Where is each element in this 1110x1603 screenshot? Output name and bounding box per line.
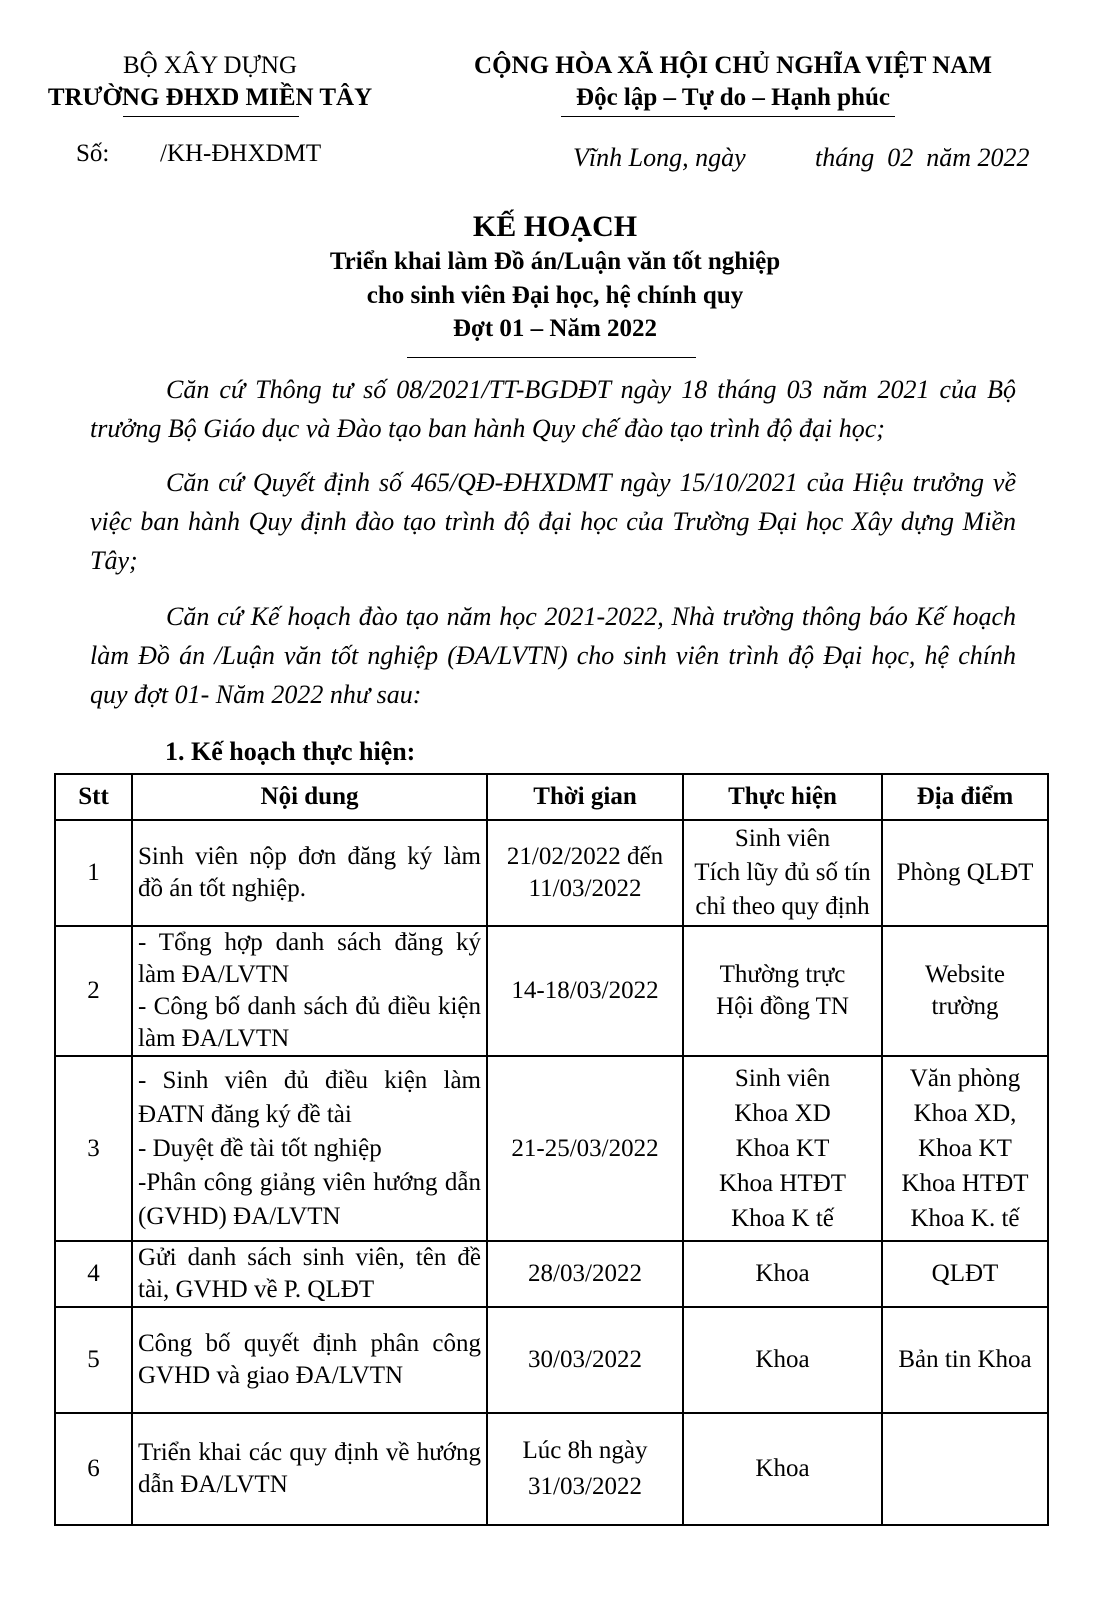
row-time (487, 1307, 683, 1413)
row-executor (683, 926, 882, 1056)
row-stt: 2 (55, 926, 132, 1056)
table-header-row (55, 774, 1048, 820)
location-line: trường (931, 993, 999, 1020)
row-stt: 5 (55, 1307, 132, 1413)
section-heading: 1. Kế hoạch thực hiện: (165, 737, 416, 766)
time-line: Lúc 8h ngày (522, 1437, 648, 1464)
row-executor (683, 1307, 882, 1413)
basis-paragraph-1: Căn cứ Thông tư số 08/2021/TT-BGDĐT ngày 18 tháng 03 năm 2021 của Bộ trưởng Bộ Giáo dục và Đào tạo ban hành Quy chế đào tạo trình độ đại học; (90, 375, 1016, 443)
row-executor (683, 1056, 882, 1241)
document-title: KẾ HOẠCH (472, 210, 638, 243)
time-line: 30/03/2022 (528, 1346, 642, 1373)
place-date: Vĩnh Long, ngày (573, 143, 746, 172)
row-time (487, 1413, 683, 1525)
content-line: -Phân công giảng viên hướng dẫn (GVHD) ĐA/LVTN (138, 1168, 481, 1230)
document-subtitle-2: cho sinh viên Đại học, hệ chính quy (366, 282, 744, 309)
executor-line: Sinh viên (734, 825, 831, 852)
executor-line: Khoa (755, 1346, 810, 1373)
executor-line: Sinh viên (734, 1065, 831, 1092)
time-line: 14-18/03/2022 (511, 977, 659, 1004)
table-row (55, 1307, 1048, 1413)
document-number-code: /KH-ĐHXDMT (160, 140, 322, 167)
row-location (882, 820, 1048, 926)
table-row (55, 926, 1048, 1056)
executor-line: Hội đồng TN (716, 993, 849, 1020)
executor-line: Khoa KT (735, 1135, 830, 1162)
title-divider (407, 357, 696, 358)
row-stt: 3 (55, 1056, 132, 1241)
location-line: Khoa K. tế (910, 1205, 1020, 1232)
location-line: Văn phòng (909, 1065, 1021, 1092)
document-subtitle-1: Triển khai làm Đồ án/Luận văn tốt nghiệp (329, 248, 781, 275)
header-content: Nội dung (132, 774, 487, 820)
content-line: Sinh viên nộp đơn đăng ký làm đồ án tốt nghiệp. (138, 843, 481, 902)
location-line: QLĐT (931, 1260, 999, 1287)
row-content (132, 1307, 487, 1413)
executor-line: Tích lũy đủ số tín (694, 859, 871, 886)
row-content (132, 1056, 487, 1241)
row-executor (683, 1413, 882, 1525)
location-line: Khoa KT (918, 1135, 1012, 1162)
header-location: Địa điểm (882, 774, 1048, 820)
executor-line: Khoa HTĐT (718, 1170, 847, 1197)
country-name: CỘNG HÒA XÃ HỘI CHỦ NGHĨA VIỆT NAM (474, 52, 992, 79)
location-line: Khoa XD, (913, 1100, 1017, 1127)
content-line: - Duyệt đề tài tốt nghiệp (138, 1134, 382, 1162)
header-stt: Stt (55, 774, 132, 820)
time-line: 31/03/2022 (528, 1473, 642, 1500)
school-name: TRƯỜNG ĐHXD MIỀN TÂY (47, 84, 373, 111)
basis-paragraph-3: Căn cứ Kế hoạch đào tạo năm học 2021-2022, Nhà trường thông báo Kế hoạch làm Đồ án /Luận văn tốt nghiệp (ĐA/LVTN) cho sinh viên trình độ Đại học, hệ chính quy đợt 01- Năm 2022 như sau: (90, 602, 1016, 709)
document-subtitle-3: Đợt 01 – Năm 2022 (452, 315, 658, 342)
executor-line: Khoa (755, 1260, 810, 1287)
ministry-name: BỘ XÂY DỰNG (122, 52, 298, 79)
content-line: - Sinh viên đủ điều kiện làm ĐATN đăng ký đề tài (138, 1066, 481, 1128)
table-row (55, 1241, 1048, 1307)
table-row (55, 820, 1048, 926)
plan-table (54, 773, 1049, 1526)
header-executor: Thực hiện (683, 774, 882, 820)
executor-line: Khoa K tế (731, 1205, 834, 1232)
executor-line: chỉ theo quy định (695, 893, 870, 920)
row-location (882, 1056, 1048, 1241)
row-stt: 1 (55, 820, 132, 926)
row-time (487, 820, 683, 926)
row-content (132, 926, 487, 1056)
row-time (487, 926, 683, 1056)
table-row (55, 1413, 1048, 1525)
national-motto: Độc lập – Tự do – Hạnh phúc (576, 84, 890, 111)
row-time (487, 1056, 683, 1241)
table-row (55, 1056, 1048, 1241)
row-location (882, 926, 1048, 1056)
content-line: Triển khai các quy định về hướng dẫn ĐA/LVTN (138, 1439, 481, 1498)
executor-line: Thường trực (719, 961, 846, 988)
school-underline (123, 116, 299, 117)
executor-line: Khoa XD (734, 1100, 831, 1127)
content-line: Công bố quyết định phân công GVHD và giao ĐA/LVTN (138, 1330, 481, 1389)
time-line: 21/02/2022 đến (506, 843, 664, 870)
row-executor (683, 820, 882, 926)
location-line: Website (925, 961, 1005, 988)
content-line: Gửi danh sách sinh viên, tên đề tài, GVHD về P. QLĐT (138, 1244, 481, 1303)
time-line: 21-25/03/2022 (511, 1134, 659, 1162)
row-stt: 6 (55, 1413, 132, 1525)
row-executor (683, 1241, 882, 1307)
row-content (132, 820, 487, 926)
executor-line: Khoa (755, 1455, 810, 1482)
row-location (882, 1241, 1048, 1307)
row-time (487, 1241, 683, 1307)
header-time: Thời gian (487, 774, 683, 820)
content-line: - Tổng hợp danh sách đăng ký làm ĐA/LVTN (138, 929, 481, 988)
location-line: Phòng QLĐT (896, 859, 1034, 886)
basis-paragraph-2: Căn cứ Quyết định số 465/QĐ-ĐHXDMT ngày 15/10/2021 của Hiệu trưởng về việc ban hành Quy định đào tạo trình độ đại học của Trường Đại học Xây dựng Miền Tây; (90, 468, 1016, 575)
location-line: Bản tin Khoa (898, 1346, 1032, 1373)
document-number-label: Số: (76, 140, 110, 167)
row-location (882, 1307, 1048, 1413)
row-content (132, 1413, 487, 1525)
motto-underline (561, 116, 895, 117)
time-line: 28/03/2022 (528, 1260, 642, 1287)
content-line: - Công bố danh sách đủ điều kiện làm ĐA/LVTN (138, 993, 481, 1052)
location-line: Khoa HTĐT (901, 1170, 1029, 1197)
month-year: tháng 02 năm 2022 (815, 143, 1030, 172)
row-stt: 4 (55, 1241, 132, 1307)
row-location (882, 1413, 1048, 1525)
row-content (132, 1241, 487, 1307)
time-line: 11/03/2022 (528, 875, 642, 902)
